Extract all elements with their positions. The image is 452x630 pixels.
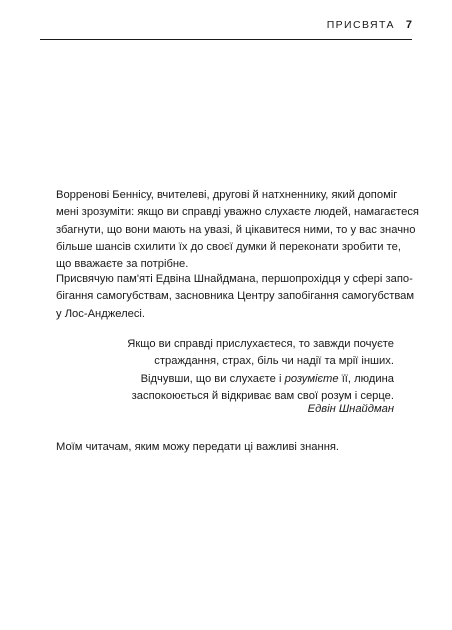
epigraph-line: заспокоюється й відкриває вам свої розум і серце. xyxy=(131,389,394,402)
epigraph-line: страждання, страх, біль чи надії та мрії інших. xyxy=(154,355,394,368)
epigraph xyxy=(127,336,394,405)
dedication-shneidman xyxy=(56,271,415,323)
text-line: більше шансів схилити їх до своєї думки й переконати зробити те, xyxy=(56,240,401,253)
running-head xyxy=(327,19,412,31)
epigraph-attribution: Едвін Шнайдман xyxy=(307,403,394,415)
text-line: бігання самогубствам, засновника Центру запобігання самогубствам xyxy=(56,290,415,303)
text-line: мені зрозуміти: якщо ви справді уважно слухаєте людей, намагаєтеся xyxy=(56,206,419,219)
text-line: у Лос-Анджелесі. xyxy=(56,307,146,320)
epigraph-line: Якщо ви справді прислухаєтеся, то завжди почуєте xyxy=(127,338,394,350)
section-title: ПРИСВЯТА xyxy=(326,19,395,31)
text-line: Ворренові Беннісу, вчителеві, другові й натхненнику, який допоміг xyxy=(56,189,398,201)
epigraph-text: Відчувши, що ви слухаєте і xyxy=(140,372,285,385)
epigraph-text: її, людина xyxy=(338,372,394,385)
header-rule xyxy=(40,39,412,40)
text-line: що вважаєте за потрібне. xyxy=(56,258,189,271)
dedication-readers xyxy=(56,439,396,456)
dedication-bennis xyxy=(56,187,419,273)
text-line: Моїм читачам, яким можу передати ці важливі знання. xyxy=(56,441,340,453)
text-line: Присвячую пам'яті Едвіна Шнайдмана, першопрохідця у сфері запо- xyxy=(56,273,413,285)
text-line: збагнути, що вони мають на увазі, й цікавитеся ними, то у вас значно xyxy=(56,223,416,236)
epigraph-emphasis: розумієте xyxy=(284,372,339,385)
page-number: 7 xyxy=(405,19,412,31)
epigraph-line xyxy=(127,371,394,388)
